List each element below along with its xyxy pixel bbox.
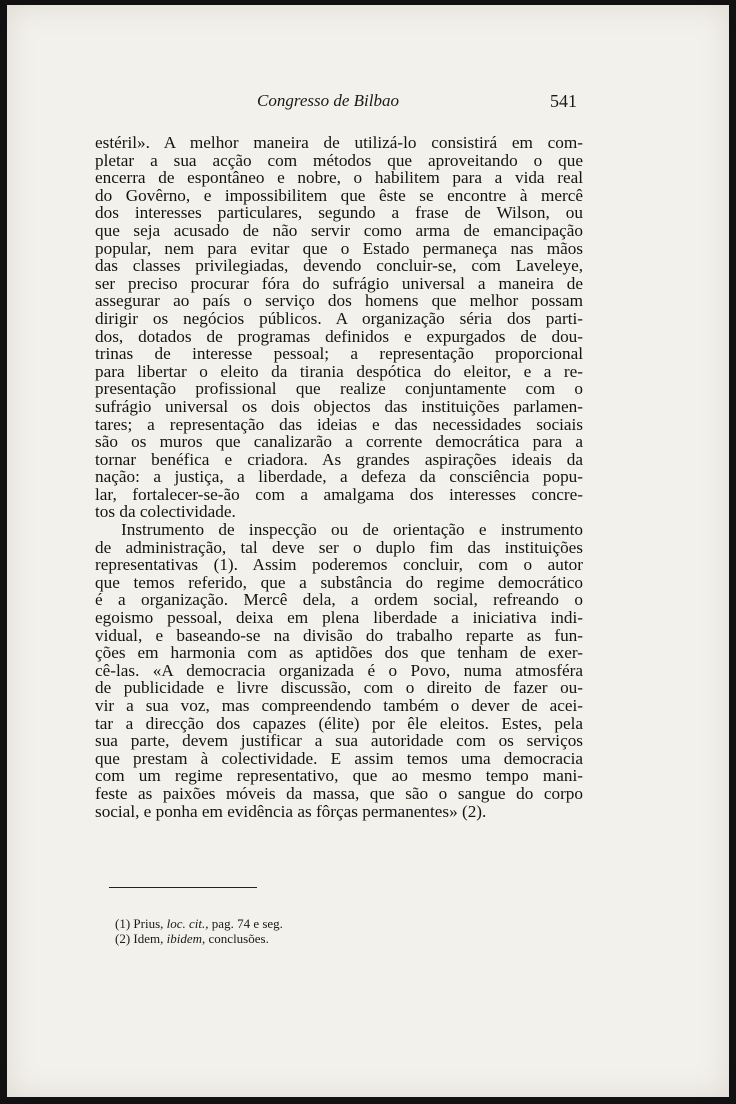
body-line: Instrumento de inspecção ou de orientação e instrumento [121,520,583,540]
body-line: tos da colectividade. [95,502,236,522]
body-line: com um regime representativo, que ao mesmo tempo mani- [95,766,583,786]
body-line: assegurar ao país o serviço dos homens que melhor possam [95,291,583,311]
body-line: encerra de espontâneo e nobre, o habilitem para a vida real [95,168,583,188]
body-line: sufrágio universal os dois objectos das instituições parlamen- [95,396,583,416]
body-line: ser preciso procurar fóra do sufrágio universal a maneira de [95,273,583,293]
body-line: cê-las. «A democracia organizada é o Povo, numa atmosféra [95,660,583,680]
page-number: 541 [550,91,577,111]
body-line: que seja acusado de não servir como arma de emancipação [95,220,583,240]
body-line: estéril». A melhor maneira de utilizá-lo consistirá em com- [95,133,583,152]
body-line: dirigir os negócios públicos. A organização séria dos parti- [95,308,583,328]
body-line: lar, fortalecer-se-ão com a amalgama dos interesses concre- [95,484,583,504]
body-line: presentação profissional que realize conjuntamente com o [95,379,583,399]
footnote [115,931,515,946]
body-line: egoismo pessoal, deixa em plena liberdade a iniciativa indi- [95,608,583,628]
body-line: é a organização. Mercê dela, a ordem social, refreando o [95,590,583,610]
body-line: que prestam à colectividade. E assim temos uma democracia [95,748,583,768]
footnote-number: (1) [115,916,131,931]
book-page [7,5,729,1097]
body-line: tar a direcção dos capazes (élite) por êle eleitos. Estes, pela [95,713,583,733]
body-line: nação: a justiça, a liberdade, a defeza da consciência popu- [95,467,583,487]
footnote-source: Prius, [133,916,164,931]
body-text [95,134,583,820]
body-line: vir a sua voz, mas compreendendo também o dever de acei- [95,696,583,715]
footnote-detail: conclusões. [208,931,269,946]
body-line: de publicidade e livre discussão, com o direito de fazer ou- [95,678,583,698]
body-line: dos, dotados de programas definidos e expurgados de dou- [95,326,583,346]
footnote-separator [109,887,257,888]
body-line: popular, nem para evitar que o Estado permaneça nas mãos [95,238,583,258]
body-line: pletar a sua acção com métodos que aproveitando o que [95,150,583,170]
body-line: tares; a representação das ideias e das necessidades sociais [95,414,583,434]
footnote [115,916,515,931]
body-line: ções em harmonia com as aptidões dos que tenham de exer- [95,643,583,663]
body-line: das classes privilegiadas, devendo concluir-se, com Laveleye, [95,256,583,276]
body-line: feste as paixões móveis da massa, que são o sangue do corpo [95,783,583,803]
body-line: social, e ponha em evidência as fôrças permanentes» (2). [95,801,487,821]
footnote-detail: pag. 74 e seg. [211,916,283,931]
body-line: sua parte, devem justificar a sua autoridade com os serviços [95,731,583,751]
footnote-reference: loc. cit., [166,916,209,931]
running-title: Congresso de Bilbao [257,91,399,110]
footnote-reference: ibidem, [166,931,206,946]
body-line: para libertar o eleito da tirania despótica do eleitor, e a re- [95,361,583,381]
body-line: que temos referido, que a substância do regime democrático [95,572,583,592]
body-line: trinas de interesse pessoal; a representação proporcional [95,344,583,364]
body-line: de administração, tal deve ser o duplo fim das instituições [95,537,583,557]
body-line: do Govêrno, e impossibilitem que êste se encontre à mercê [95,185,583,205]
body-line: representativas (1). Assim poderemos concluir, com o autor [95,555,583,575]
footnote-source: Idem, [133,931,164,946]
footnotes [115,916,515,946]
body-line: tornar benéfica e criadora. As grandes aspirações ideais da [95,449,583,469]
body-line: são os muros que canalizarão a corrente democrática para a [95,432,583,452]
body-line: dos interesses particulares, segundo a frase de Wilson, ou [95,203,583,223]
footnote-number: (2) [115,931,131,946]
body-line: vidual, e baseando-se na divisão do trabalho reparte as fun- [95,625,583,645]
